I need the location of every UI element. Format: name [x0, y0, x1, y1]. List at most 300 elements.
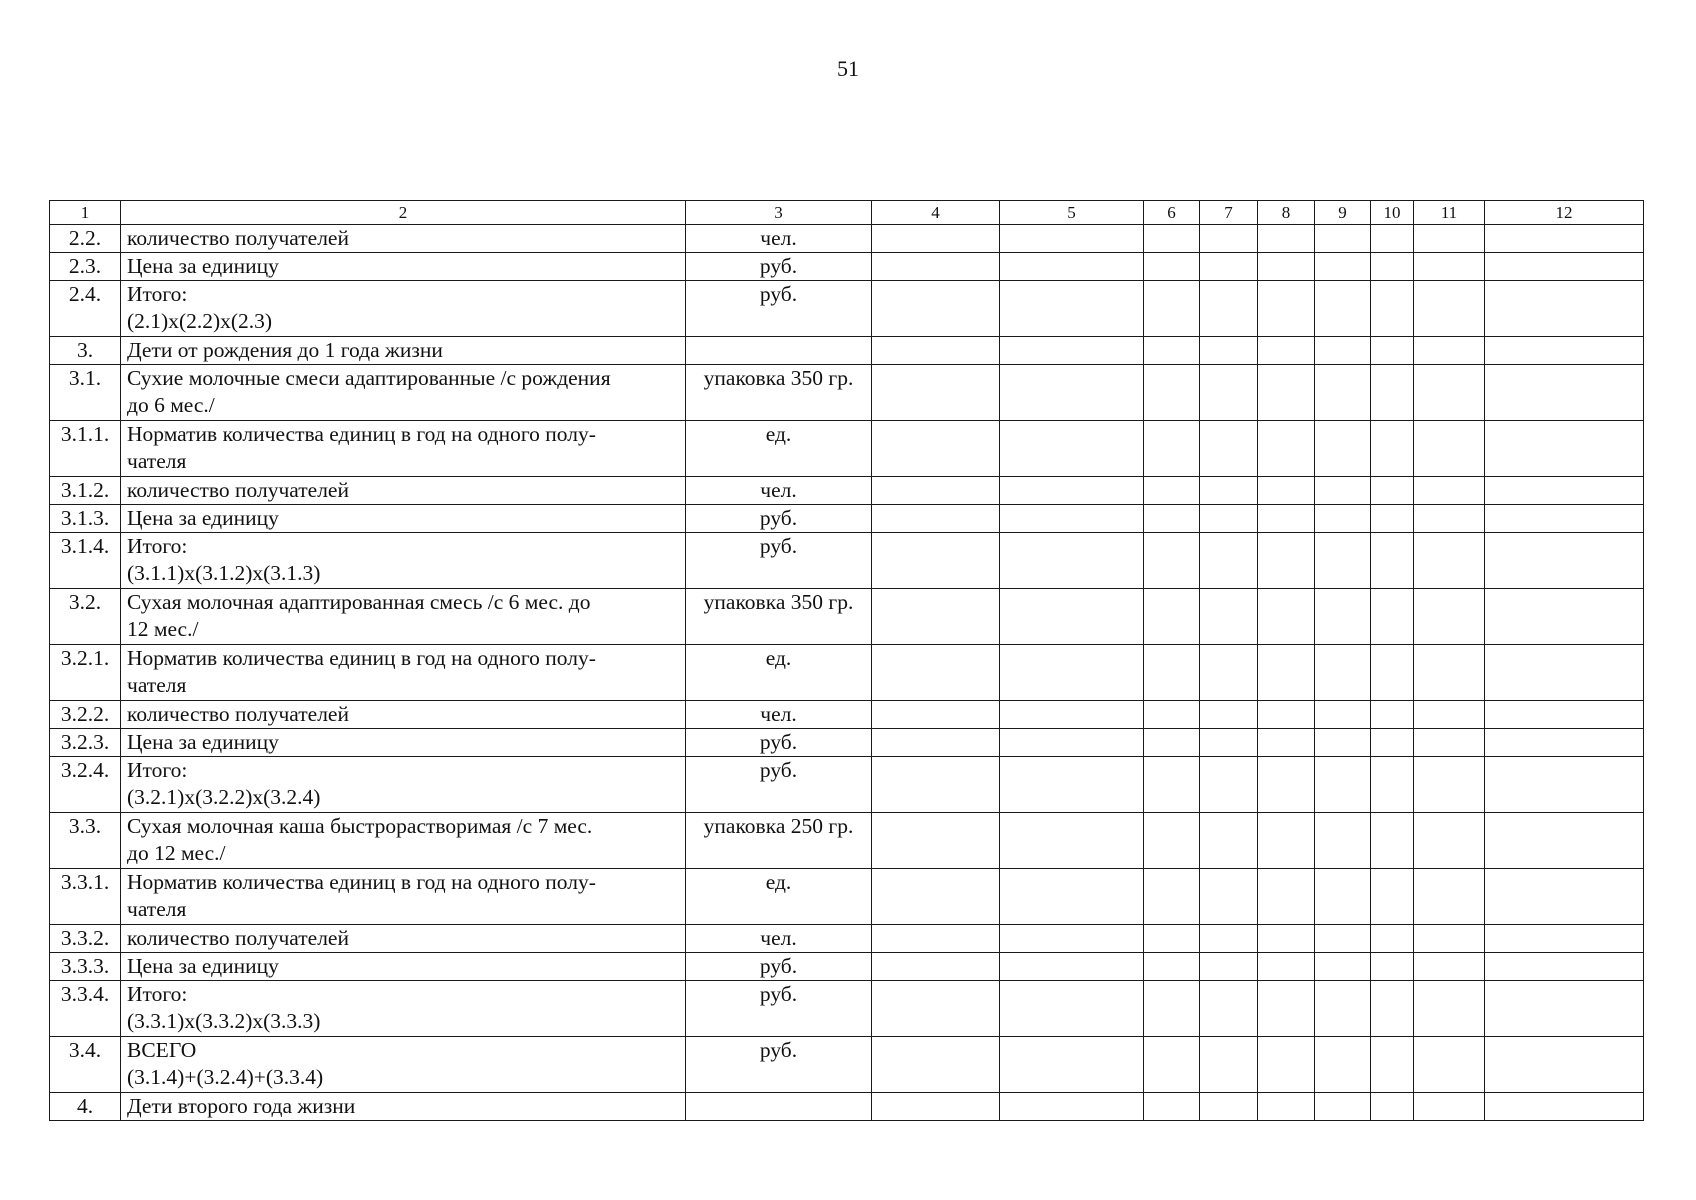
row-name-cell [121, 533, 686, 589]
empty-cell-col-5 [1000, 421, 1144, 477]
empty-cell-col-8 [1258, 225, 1315, 253]
empty-cell-col-8 [1258, 1093, 1315, 1121]
row-name-cell [121, 1093, 686, 1121]
empty-cell-col-4 [872, 953, 1000, 981]
row-number-cell: 3.3.3. [50, 953, 121, 981]
row-number-cell: 3.3. [50, 813, 121, 869]
row-name-cell [121, 757, 686, 813]
table-row [50, 925, 1644, 953]
empty-cell-col-8 [1258, 253, 1315, 281]
row-unit-cell: руб. [686, 757, 872, 813]
empty-cell-col-5 [1000, 253, 1144, 281]
row-unit-cell: упаковка 350 гр. [686, 365, 872, 421]
table-row [50, 701, 1644, 729]
empty-cell-col-4 [872, 421, 1000, 477]
row-unit-cell: упаковка 250 гр. [686, 813, 872, 869]
empty-cell-col-9 [1315, 981, 1371, 1037]
empty-cell-col-9 [1315, 869, 1371, 925]
row-unit-cell: руб. [686, 533, 872, 589]
empty-cell-col-8 [1258, 533, 1315, 589]
row-name-line: 12 мес./ [127, 617, 199, 641]
row-number-cell: 3.2.4. [50, 757, 121, 813]
empty-cell-col-8 [1258, 729, 1315, 757]
row-name-line: Итого: [127, 282, 188, 306]
row-unit-cell: ед. [686, 645, 872, 701]
table-row [50, 365, 1644, 421]
row-number-cell: 3.1.3. [50, 505, 121, 533]
empty-cell-col-11 [1414, 477, 1485, 505]
empty-cell-col-5 [1000, 869, 1144, 925]
empty-cell-col-12 [1485, 869, 1644, 925]
empty-cell-col-12 [1485, 757, 1644, 813]
empty-cell-col-7 [1200, 1037, 1258, 1093]
row-unit-cell: руб. [686, 253, 872, 281]
empty-cell-col-6 [1144, 533, 1200, 589]
row-unit-cell [686, 337, 872, 365]
empty-cell-col-5 [1000, 533, 1144, 589]
row-name-line: Итого: [127, 534, 188, 558]
row-name-cell [121, 225, 686, 253]
empty-cell-col-6 [1144, 421, 1200, 477]
empty-cell-col-7 [1200, 869, 1258, 925]
row-unit-cell: чел. [686, 701, 872, 729]
empty-cell-col-11 [1414, 225, 1485, 253]
empty-cell-col-9 [1315, 1037, 1371, 1093]
row-name-line: (3.1.4)+(3.2.4)+(3.3.4) [127, 1065, 324, 1089]
empty-cell-col-6 [1144, 925, 1200, 953]
empty-cell-col-4 [872, 281, 1000, 337]
empty-cell-col-10 [1371, 953, 1414, 981]
row-unit-cell: руб. [686, 981, 872, 1037]
row-name-cell [121, 869, 686, 925]
table-row [50, 813, 1644, 869]
empty-cell-col-10 [1371, 253, 1414, 281]
row-number-cell: 3.2.1. [50, 645, 121, 701]
empty-cell-col-8 [1258, 421, 1315, 477]
row-name-line: количество получателей [127, 226, 349, 250]
empty-cell-col-4 [872, 589, 1000, 645]
empty-cell-col-5 [1000, 757, 1144, 813]
table-row [50, 1093, 1644, 1121]
empty-cell-col-10 [1371, 477, 1414, 505]
empty-cell-col-6 [1144, 589, 1200, 645]
empty-cell-col-11 [1414, 281, 1485, 337]
table-row [50, 253, 1644, 281]
empty-cell-col-12 [1485, 1037, 1644, 1093]
row-unit-cell: ед. [686, 869, 872, 925]
empty-cell-col-8 [1258, 869, 1315, 925]
column-header-9: 9 [1315, 201, 1371, 225]
empty-cell-col-5 [1000, 337, 1144, 365]
row-name-cell [121, 1037, 686, 1093]
table-row [50, 281, 1644, 337]
empty-cell-col-10 [1371, 589, 1414, 645]
empty-cell-col-10 [1371, 1037, 1414, 1093]
empty-cell-col-7 [1200, 477, 1258, 505]
table-row [50, 729, 1644, 757]
table-row [50, 505, 1644, 533]
empty-cell-col-7 [1200, 505, 1258, 533]
empty-cell-col-5 [1000, 981, 1144, 1037]
empty-cell-col-6 [1144, 645, 1200, 701]
empty-cell-col-10 [1371, 701, 1414, 729]
empty-cell-col-11 [1414, 953, 1485, 981]
empty-cell-col-5 [1000, 589, 1144, 645]
table-row [50, 645, 1644, 701]
row-name-line: Цена за единицу [127, 954, 279, 978]
empty-cell-col-10 [1371, 225, 1414, 253]
empty-cell-col-9 [1315, 1093, 1371, 1121]
row-name-line: (3.3.1)x(3.3.2)x(3.3.3) [127, 1009, 321, 1033]
empty-cell-col-11 [1414, 981, 1485, 1037]
row-name-cell [121, 337, 686, 365]
row-name-line: (3.1.1)x(3.1.2)x(3.1.3) [127, 561, 321, 585]
empty-cell-col-9 [1315, 729, 1371, 757]
empty-cell-col-9 [1315, 813, 1371, 869]
column-header-5: 5 [1000, 201, 1144, 225]
empty-cell-col-9 [1315, 365, 1371, 421]
empty-cell-col-4 [872, 337, 1000, 365]
row-name-line: Дети от рождения до 1 года жизни [127, 338, 443, 362]
empty-cell-col-8 [1258, 701, 1315, 729]
empty-cell-col-6 [1144, 757, 1200, 813]
empty-cell-col-5 [1000, 729, 1144, 757]
row-number-cell: 3.1. [50, 365, 121, 421]
header-row [50, 201, 1644, 225]
empty-cell-col-9 [1315, 477, 1371, 505]
empty-cell-col-12 [1485, 253, 1644, 281]
column-header-12: 12 [1485, 201, 1644, 225]
empty-cell-col-6 [1144, 505, 1200, 533]
empty-cell-col-9 [1315, 281, 1371, 337]
empty-cell-col-11 [1414, 757, 1485, 813]
empty-cell-col-6 [1144, 729, 1200, 757]
empty-cell-col-4 [872, 1037, 1000, 1093]
empty-cell-col-10 [1371, 365, 1414, 421]
row-name-line: чателя [127, 449, 187, 473]
table-row [50, 953, 1644, 981]
empty-cell-col-11 [1414, 253, 1485, 281]
row-name-cell [121, 813, 686, 869]
empty-cell-col-7 [1200, 701, 1258, 729]
empty-cell-col-4 [872, 365, 1000, 421]
row-unit-cell [686, 1093, 872, 1121]
table-row [50, 225, 1644, 253]
row-unit-cell: руб. [686, 281, 872, 337]
empty-cell-col-7 [1200, 925, 1258, 953]
row-name-cell [121, 953, 686, 981]
empty-cell-col-4 [872, 1093, 1000, 1121]
table-row [50, 533, 1644, 589]
page-number: 51 [837, 56, 859, 81]
empty-cell-col-11 [1414, 1093, 1485, 1121]
empty-cell-col-6 [1144, 869, 1200, 925]
row-name-line: до 12 мес./ [127, 841, 226, 865]
empty-cell-col-12 [1485, 953, 1644, 981]
empty-cell-col-7 [1200, 421, 1258, 477]
row-name-cell [121, 589, 686, 645]
empty-cell-col-4 [872, 813, 1000, 869]
empty-cell-col-9 [1315, 701, 1371, 729]
table-row [50, 869, 1644, 925]
row-name-line: (2.1)x(2.2)x(2.3) [127, 309, 273, 333]
row-number-cell: 3.2.3. [50, 729, 121, 757]
empty-cell-col-5 [1000, 365, 1144, 421]
empty-cell-col-6 [1144, 281, 1200, 337]
empty-cell-col-12 [1485, 477, 1644, 505]
empty-cell-col-11 [1414, 925, 1485, 953]
row-number-cell: 3.3.1. [50, 869, 121, 925]
empty-cell-col-9 [1315, 225, 1371, 253]
empty-cell-col-6 [1144, 337, 1200, 365]
empty-cell-col-7 [1200, 1093, 1258, 1121]
empty-cell-col-7 [1200, 981, 1258, 1037]
empty-cell-col-4 [872, 533, 1000, 589]
empty-cell-col-7 [1200, 337, 1258, 365]
empty-cell-col-10 [1371, 505, 1414, 533]
row-name-line: до 6 мес./ [127, 393, 215, 417]
empty-cell-col-8 [1258, 337, 1315, 365]
empty-cell-col-5 [1000, 281, 1144, 337]
empty-cell-col-9 [1315, 645, 1371, 701]
empty-cell-col-9 [1315, 589, 1371, 645]
empty-cell-col-9 [1315, 253, 1371, 281]
empty-cell-col-10 [1371, 869, 1414, 925]
table-row [50, 1037, 1644, 1093]
row-number-cell: 3.3.2. [50, 925, 121, 953]
empty-cell-col-9 [1315, 337, 1371, 365]
empty-cell-col-8 [1258, 981, 1315, 1037]
row-number-cell: 3.1.4. [50, 533, 121, 589]
empty-cell-col-7 [1200, 813, 1258, 869]
empty-cell-col-10 [1371, 281, 1414, 337]
empty-cell-col-9 [1315, 925, 1371, 953]
empty-cell-col-10 [1371, 533, 1414, 589]
empty-cell-col-9 [1315, 421, 1371, 477]
empty-cell-col-4 [872, 925, 1000, 953]
empty-cell-col-7 [1200, 533, 1258, 589]
empty-cell-col-6 [1144, 953, 1200, 981]
row-unit-cell: руб. [686, 953, 872, 981]
empty-cell-col-8 [1258, 953, 1315, 981]
empty-cell-col-4 [872, 505, 1000, 533]
row-name-line: Сухая молочная каша быстрорастворимая /с 7 мес. [127, 814, 593, 838]
empty-cell-col-6 [1144, 225, 1200, 253]
empty-cell-col-11 [1414, 533, 1485, 589]
empty-cell-col-5 [1000, 477, 1144, 505]
empty-cell-col-12 [1485, 813, 1644, 869]
empty-cell-col-11 [1414, 1037, 1485, 1093]
empty-cell-col-12 [1485, 645, 1644, 701]
empty-cell-col-12 [1485, 589, 1644, 645]
empty-cell-col-11 [1414, 505, 1485, 533]
empty-cell-col-5 [1000, 645, 1144, 701]
row-unit-cell: чел. [686, 925, 872, 953]
empty-cell-col-7 [1200, 281, 1258, 337]
empty-cell-col-11 [1414, 869, 1485, 925]
column-header-2: 2 [121, 201, 686, 225]
empty-cell-col-6 [1144, 1093, 1200, 1121]
column-header-10: 10 [1371, 201, 1414, 225]
empty-cell-col-4 [872, 477, 1000, 505]
empty-cell-col-11 [1414, 645, 1485, 701]
row-number-cell: 3.4. [50, 1037, 121, 1093]
row-unit-cell: чел. [686, 225, 872, 253]
empty-cell-col-11 [1414, 421, 1485, 477]
empty-cell-col-12 [1485, 365, 1644, 421]
empty-cell-col-10 [1371, 1093, 1414, 1121]
column-header-3: 3 [686, 201, 872, 225]
empty-cell-col-10 [1371, 757, 1414, 813]
row-unit-cell: упаковка 350 гр. [686, 589, 872, 645]
empty-cell-col-5 [1000, 925, 1144, 953]
row-name-cell [121, 253, 686, 281]
empty-cell-col-9 [1315, 953, 1371, 981]
column-header-8: 8 [1258, 201, 1315, 225]
empty-cell-col-12 [1485, 225, 1644, 253]
table-row [50, 337, 1644, 365]
row-name-cell [121, 925, 686, 953]
row-name-cell [121, 477, 686, 505]
row-name-cell [121, 645, 686, 701]
empty-cell-col-7 [1200, 729, 1258, 757]
row-number-cell: 3.3.4. [50, 981, 121, 1037]
empty-cell-col-6 [1144, 1037, 1200, 1093]
row-name-line: Сухие молочные смеси адаптированные /с рождения [127, 366, 611, 390]
row-number-cell: 3.1.2. [50, 477, 121, 505]
row-number-cell: 3.1.1. [50, 421, 121, 477]
empty-cell-col-10 [1371, 925, 1414, 953]
empty-cell-col-8 [1258, 1037, 1315, 1093]
row-name-line: Дети второго года жизни [127, 1094, 356, 1118]
empty-cell-col-8 [1258, 925, 1315, 953]
empty-cell-col-10 [1371, 645, 1414, 701]
row-name-cell [121, 981, 686, 1037]
row-number-cell: 2.2. [50, 225, 121, 253]
empty-cell-col-5 [1000, 1093, 1144, 1121]
column-header-4: 4 [872, 201, 1000, 225]
empty-cell-col-7 [1200, 225, 1258, 253]
empty-cell-col-7 [1200, 757, 1258, 813]
empty-cell-col-8 [1258, 477, 1315, 505]
empty-cell-col-4 [872, 225, 1000, 253]
row-name-cell [121, 281, 686, 337]
empty-cell-col-7 [1200, 645, 1258, 701]
empty-cell-col-8 [1258, 589, 1315, 645]
table-row [50, 421, 1644, 477]
empty-cell-col-7 [1200, 365, 1258, 421]
row-name-cell [121, 701, 686, 729]
empty-cell-col-11 [1414, 729, 1485, 757]
empty-cell-col-4 [872, 869, 1000, 925]
row-number-cell: 4. [50, 1093, 121, 1121]
empty-cell-col-10 [1371, 421, 1414, 477]
table-row [50, 589, 1644, 645]
empty-cell-col-9 [1315, 505, 1371, 533]
empty-cell-col-7 [1200, 589, 1258, 645]
empty-cell-col-8 [1258, 365, 1315, 421]
empty-cell-col-6 [1144, 701, 1200, 729]
empty-cell-col-4 [872, 701, 1000, 729]
row-name-line: Итого: [127, 982, 188, 1006]
row-unit-cell: руб. [686, 1037, 872, 1093]
empty-cell-col-12 [1485, 701, 1644, 729]
row-name-line: Норматив количества единиц в год на одного полу- [127, 422, 596, 446]
column-header-1: 1 [50, 201, 121, 225]
empty-cell-col-6 [1144, 253, 1200, 281]
row-name-line: Итого: [127, 758, 188, 782]
empty-cell-col-11 [1414, 365, 1485, 421]
row-name-line: чателя [127, 897, 187, 921]
empty-cell-col-8 [1258, 281, 1315, 337]
row-name-line: количество получателей [127, 478, 349, 502]
table-header [50, 201, 1644, 225]
empty-cell-col-11 [1414, 701, 1485, 729]
empty-cell-col-12 [1485, 533, 1644, 589]
column-header-6: 6 [1144, 201, 1200, 225]
row-name-line: Норматив количества единиц в год на одного полу- [127, 646, 596, 670]
table-row [50, 757, 1644, 813]
empty-cell-col-5 [1000, 225, 1144, 253]
row-name-line: Цена за единицу [127, 506, 279, 530]
row-name-line: Цена за единицу [127, 254, 279, 278]
row-name-line: Сухая молочная адаптированная смесь /с 6 мес. до [127, 590, 591, 614]
empty-cell-col-12 [1485, 505, 1644, 533]
row-name-cell [121, 729, 686, 757]
table-body [50, 225, 1644, 1121]
empty-cell-col-8 [1258, 757, 1315, 813]
empty-cell-col-12 [1485, 729, 1644, 757]
empty-cell-col-9 [1315, 757, 1371, 813]
empty-cell-col-4 [872, 729, 1000, 757]
empty-cell-col-9 [1315, 533, 1371, 589]
empty-cell-col-6 [1144, 365, 1200, 421]
empty-cell-col-4 [872, 645, 1000, 701]
empty-cell-col-5 [1000, 1037, 1144, 1093]
empty-cell-col-11 [1414, 813, 1485, 869]
empty-cell-col-11 [1414, 337, 1485, 365]
row-name-line: чателя [127, 673, 187, 697]
row-name-cell [121, 421, 686, 477]
row-unit-cell: руб. [686, 729, 872, 757]
column-header-7: 7 [1200, 201, 1258, 225]
empty-cell-col-10 [1371, 813, 1414, 869]
row-name-line: количество получателей [127, 926, 349, 950]
empty-cell-col-12 [1485, 925, 1644, 953]
empty-cell-col-12 [1485, 421, 1644, 477]
row-unit-cell: ед. [686, 421, 872, 477]
row-number-cell: 2.3. [50, 253, 121, 281]
empty-cell-col-12 [1485, 981, 1644, 1037]
empty-cell-col-5 [1000, 813, 1144, 869]
empty-cell-col-8 [1258, 813, 1315, 869]
row-unit-cell: чел. [686, 477, 872, 505]
empty-cell-col-4 [872, 253, 1000, 281]
row-name-line: Цена за единицу [127, 730, 279, 754]
empty-cell-col-7 [1200, 953, 1258, 981]
row-number-cell: 2.4. [50, 281, 121, 337]
empty-cell-col-8 [1258, 505, 1315, 533]
row-number-cell: 3.2.2. [50, 701, 121, 729]
table-row [50, 981, 1644, 1037]
table-row [50, 477, 1644, 505]
row-name-cell [121, 505, 686, 533]
empty-cell-col-8 [1258, 645, 1315, 701]
empty-cell-col-10 [1371, 729, 1414, 757]
empty-cell-col-11 [1414, 589, 1485, 645]
data-table [49, 200, 1644, 1121]
row-name-line: (3.2.1)x(3.2.2)x(3.2.4) [127, 785, 321, 809]
